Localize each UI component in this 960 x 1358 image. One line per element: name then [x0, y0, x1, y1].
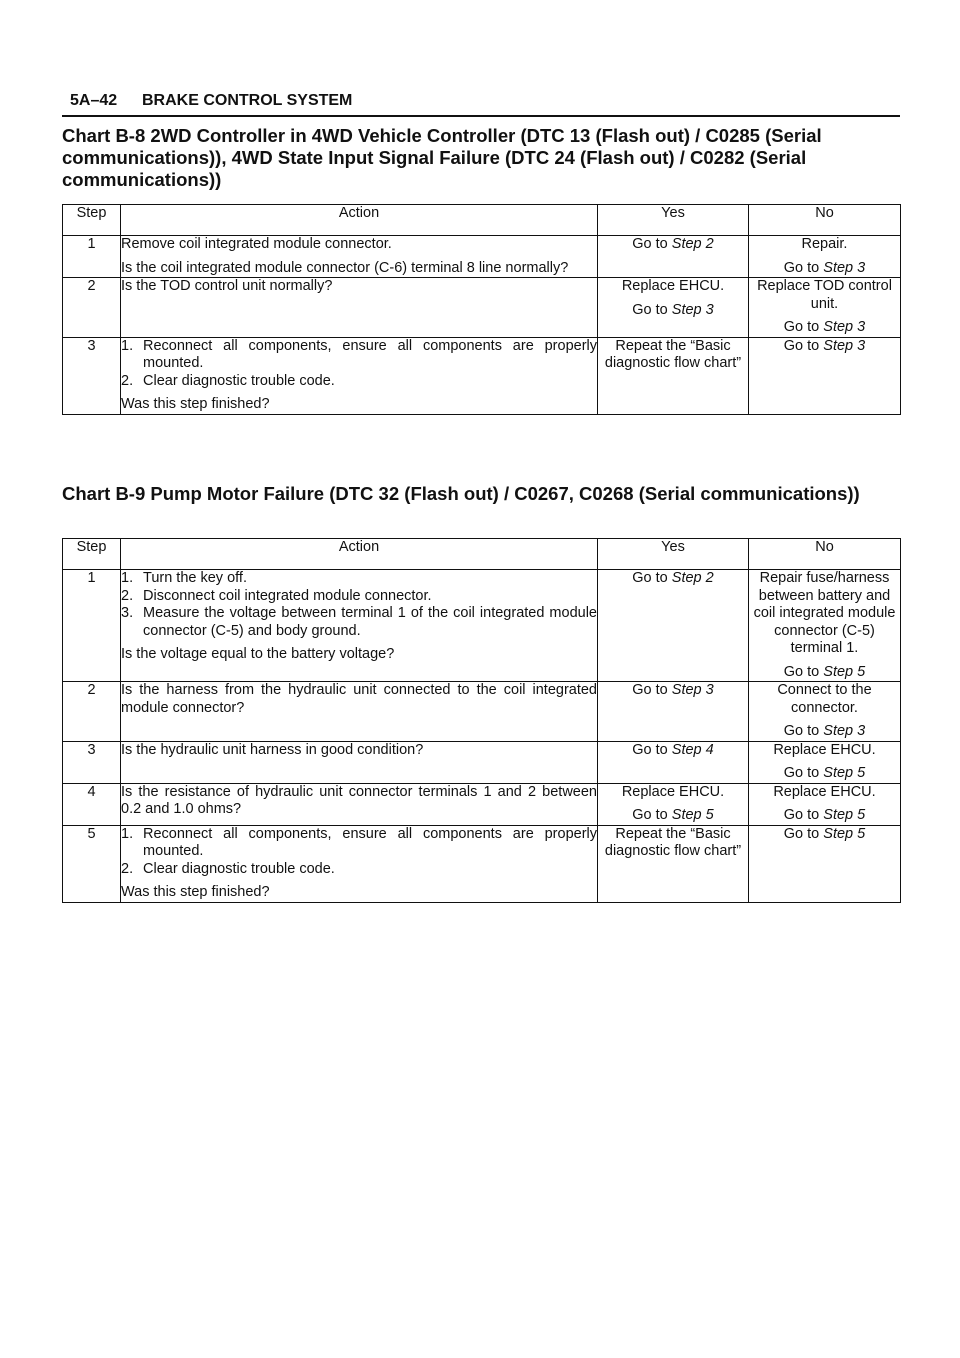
step-number: 1 — [63, 570, 121, 682]
yes-result — [598, 236, 749, 278]
goto-step-ref: Step 2 — [671, 570, 714, 586]
no-goto — [749, 765, 900, 783]
no-result — [749, 337, 901, 414]
action-question: Is the harness from the hydraulic unit connected to the coil integrated module connector? — [121, 682, 597, 716]
goto-prefix: Go to — [783, 259, 820, 276]
substep-number: 1. — [121, 337, 134, 354]
no-result — [749, 570, 901, 682]
substep-item — [121, 373, 597, 391]
no-goto — [749, 319, 900, 337]
goto-prefix: Go to — [783, 825, 820, 842]
yes-result-text: Replace EHCU. — [621, 278, 725, 294]
substep-number: 2. — [121, 372, 134, 389]
substep-list — [121, 826, 597, 879]
substep-number: 3. — [121, 605, 134, 621]
yes-goto — [598, 570, 748, 588]
substep-number: 1. — [121, 570, 134, 586]
step-number: 5 — [63, 825, 121, 902]
step-number: 2 — [63, 278, 121, 338]
goto-step-ref: Step 4 — [671, 741, 714, 758]
no-goto — [749, 723, 900, 741]
no-result — [749, 825, 901, 902]
table-row — [63, 682, 901, 742]
goto-step-ref: Step 3 — [823, 723, 866, 739]
section-title: BRAKE CONTROL SYSTEM — [142, 92, 353, 109]
step-column-header: Step — [63, 205, 121, 236]
chart-b8-table — [62, 204, 901, 415]
step-number: 3 — [63, 741, 121, 783]
no-column-header: No — [749, 205, 901, 236]
table-header-row — [63, 539, 901, 570]
goto-step-ref: Step 5 — [823, 807, 866, 823]
step-number: 1 — [63, 236, 121, 278]
substep-number: 2. — [121, 860, 134, 877]
yes-result — [598, 825, 749, 902]
no-result-text: Repair. — [801, 236, 848, 252]
no-goto — [749, 664, 900, 682]
goto-prefix: Go to — [783, 765, 820, 781]
table-row — [63, 278, 901, 338]
goto-prefix: Go to — [632, 807, 668, 823]
chart-b9-title: Chart B-9 Pump Motor Failure (DTC 32 (Flash out) / C0267, C0268 (Serial communications)) — [62, 483, 860, 504]
no-goto — [749, 807, 900, 825]
page-number: 5A–42 — [70, 92, 118, 109]
table-header-row — [63, 205, 901, 236]
yes-goto — [598, 302, 748, 320]
action-cell — [121, 741, 598, 783]
action-cell — [121, 682, 598, 742]
action-instruction: Remove coil integrated module connector. — [121, 236, 392, 252]
goto-prefix: Go to — [783, 337, 820, 354]
goto-step-ref: Step 3 — [823, 319, 866, 335]
yes-column-header: Yes — [598, 205, 749, 236]
table-row — [63, 825, 901, 902]
substep-item — [121, 826, 597, 861]
goto-step-ref: Step 5 — [823, 825, 866, 842]
substep-text: Turn the key off. — [143, 570, 247, 586]
table-row — [63, 236, 901, 278]
substep-text: Reconnect all components, ensure all components are properly mounted. — [143, 825, 597, 859]
action-question: Is the voltage equal to the battery voltage? — [121, 646, 395, 662]
step-number: 3 — [63, 337, 121, 414]
no-result-text: Replace TOD control unit. — [757, 278, 892, 312]
no-result-text: Connect to the connector. — [777, 682, 872, 716]
goto-prefix: Go to — [783, 663, 820, 680]
action-question: Is the hydraulic unit harness in good condition? — [121, 741, 424, 758]
goto-step-ref: Step 3 — [823, 259, 866, 276]
action-column-header: Action — [121, 539, 598, 570]
yes-result — [598, 741, 749, 783]
action-column-header: Action — [121, 205, 598, 236]
action-cell — [121, 337, 598, 414]
goto-step-ref: Step 3 — [823, 337, 866, 354]
table-row — [63, 570, 901, 682]
substep-number: 1. — [121, 825, 134, 842]
goto-prefix: Go to — [632, 741, 668, 758]
action-question: Is the TOD control unit normally? — [121, 278, 333, 294]
goto-step-ref: Step 5 — [671, 807, 714, 823]
substep-text: Measure the voltage between terminal 1 of the coil integrated module connector (C-5) and body ground. — [143, 605, 597, 639]
yes-goto — [598, 682, 748, 700]
step-column-header: Step — [63, 539, 121, 570]
no-result — [749, 741, 901, 783]
table-row — [63, 741, 901, 783]
substep-text: Clear diagnostic trouble code. — [143, 860, 335, 877]
substep-list — [121, 570, 597, 640]
goto-prefix: Go to — [783, 807, 820, 823]
no-result — [749, 278, 901, 338]
yes-result — [598, 783, 749, 825]
action-question: Is the resistance of hydraulic unit connector terminals 1 and 2 between 0.2 and 1.0 ohms? — [121, 783, 597, 817]
action-cell — [121, 278, 598, 338]
goto-prefix: Go to — [783, 319, 820, 335]
no-result-text: Repair fuse/harness between battery and coil integrated module connector (C-5) terminal 1. — [753, 570, 896, 656]
no-result — [749, 236, 901, 278]
substep-item — [121, 861, 597, 879]
chart-b8-title: Chart B-8 2WD Controller in 4WD Vehicle Controller (DTC 13 (Flash out) / C0285 (Serial communications)), 4WD State Input Signal Failure (DTC 24 (Flash out) / C0282 (Serial communications)) — [62, 125, 822, 190]
action-cell — [121, 783, 598, 825]
action-question: Was this step finished? — [121, 884, 270, 900]
no-result — [749, 783, 901, 825]
no-goto — [749, 260, 900, 278]
chart-b9-table — [62, 538, 901, 903]
substep-text: Clear diagnostic trouble code. — [143, 372, 335, 389]
yes-column-header: Yes — [598, 539, 749, 570]
substep-list — [121, 338, 597, 391]
no-goto — [749, 338, 900, 356]
yes-result-text: Repeat the “Basic diagnostic flow chart” — [604, 825, 742, 859]
yes-goto — [598, 807, 748, 825]
step-number: 4 — [63, 783, 121, 825]
goto-prefix: Go to — [632, 301, 668, 318]
goto-step-ref: Step 2 — [671, 236, 714, 252]
goto-prefix: Go to — [632, 570, 668, 586]
yes-result-text: Repeat the “Basic diagnostic flow chart” — [604, 337, 742, 371]
no-result — [749, 682, 901, 742]
step-number: 2 — [63, 682, 121, 742]
substep-text: Reconnect all components, ensure all components are properly mounted. — [143, 337, 597, 371]
no-result-text: Replace EHCU. — [773, 741, 876, 758]
substep-item — [121, 570, 597, 588]
action-cell — [121, 825, 598, 902]
goto-step-ref: Step 5 — [823, 765, 866, 781]
action-cell — [121, 570, 598, 682]
no-goto — [749, 826, 900, 844]
substep-item — [121, 338, 597, 373]
goto-prefix: Go to — [632, 236, 668, 252]
goto-step-ref: Step 3 — [671, 682, 714, 698]
page-header — [62, 91, 900, 117]
action-question: Is the coil integrated module connector (C-6) terminal 8 line normally? — [121, 259, 569, 276]
table-row — [63, 783, 901, 825]
substep-item — [121, 588, 597, 606]
yes-result — [598, 682, 749, 742]
goto-step-ref: Step 5 — [823, 663, 866, 680]
goto-step-ref: Step 3 — [671, 301, 714, 318]
yes-goto — [598, 236, 748, 254]
action-question: Was this step finished? — [121, 396, 270, 412]
no-result-text: Replace EHCU. — [773, 783, 876, 800]
yes-goto — [598, 742, 748, 760]
yes-result — [598, 570, 749, 682]
yes-result — [598, 278, 749, 338]
goto-prefix: Go to — [783, 723, 820, 739]
table-row — [63, 337, 901, 414]
substep-item — [121, 605, 597, 640]
substep-number: 2. — [121, 587, 134, 604]
goto-prefix: Go to — [632, 682, 668, 698]
action-cell — [121, 236, 598, 278]
yes-result-text: Replace EHCU. — [621, 783, 725, 800]
yes-result — [598, 337, 749, 414]
no-column-header: No — [749, 539, 901, 570]
substep-text: Disconnect coil integrated module connector. — [143, 587, 432, 604]
